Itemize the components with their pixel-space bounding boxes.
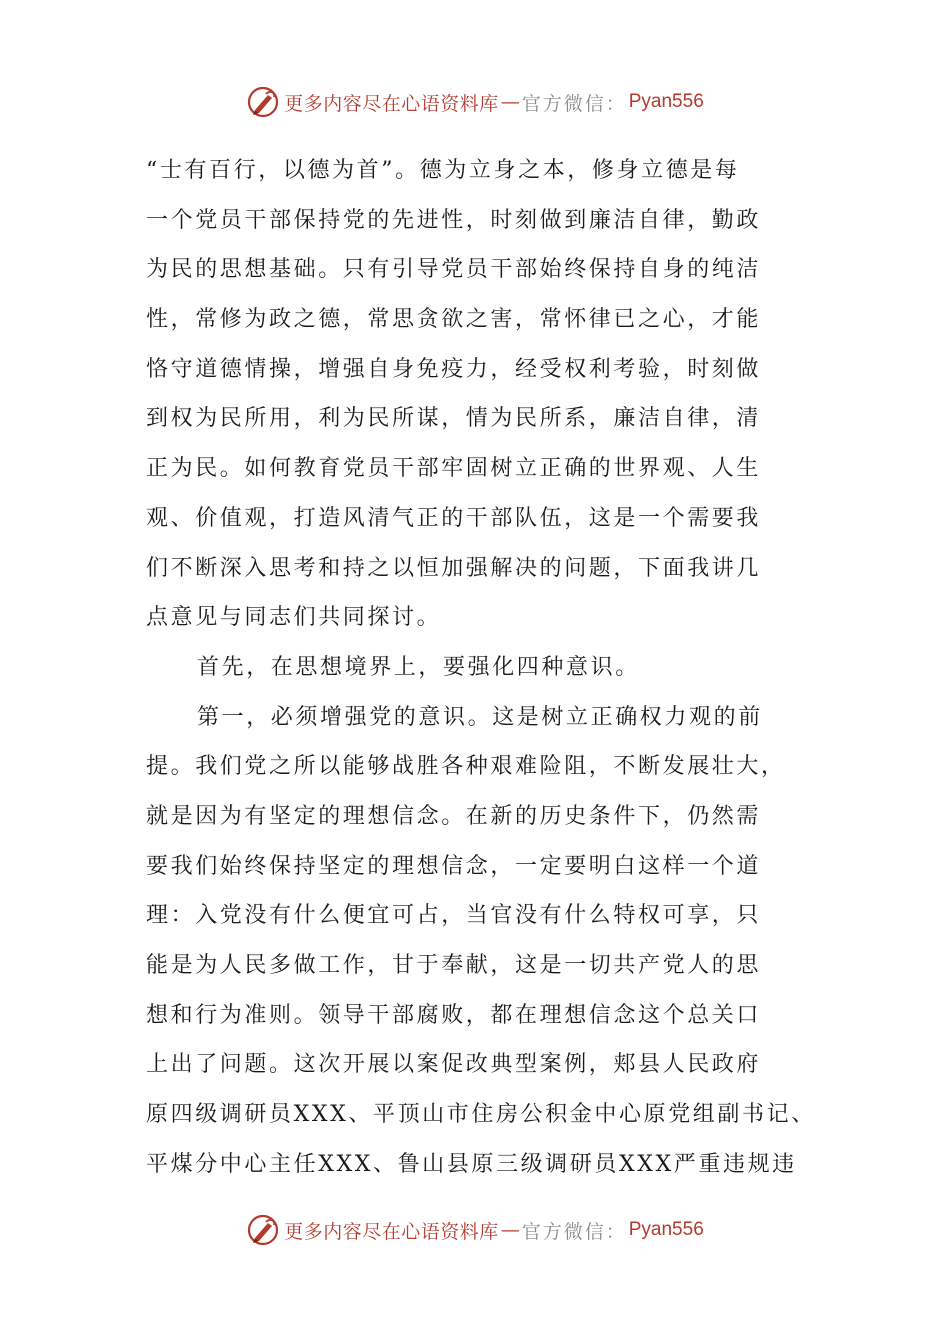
banner-wechat-id: Pyan556 bbox=[628, 91, 704, 112]
pen-logo-icon bbox=[246, 1213, 280, 1247]
footer-banner bbox=[0, 1210, 950, 1250]
banner-official-label: 官方微信： bbox=[521, 1220, 627, 1243]
text-line: 性，常修为政之德，常思贪欲之害，常怀律已之心，才能 bbox=[146, 307, 762, 333]
document-body bbox=[146, 146, 826, 1189]
pen-logo-icon bbox=[246, 85, 280, 119]
banner-official-label: 官方微信： bbox=[521, 92, 627, 115]
section-heading: 首先，在思想境界上，要强化四种意识。 bbox=[197, 654, 640, 680]
text-line: 原四级调研员XXX、平顶山市住房公积金中心原党组副书记、 bbox=[146, 1102, 816, 1128]
text-line: 理：入党没有什么便宜可占，当官没有什么特权可享，只 bbox=[146, 903, 762, 929]
text-line: 想和行为准则。领导干部腐败，都在理想信念这个总关口 bbox=[146, 1002, 762, 1028]
text-line: 能是为人民多做工作，甘于奉献，这是一切共产党人的思 bbox=[146, 953, 762, 978]
text-line: 到权为民所用，利为民所谋，情为民所系，廉洁自律，清 bbox=[146, 406, 762, 432]
paragraph-start: 第一，必须增强党的意识。这是树立正确权力观的前 bbox=[197, 704, 763, 730]
text-line: 平煤分中心主任XXX、鲁山县原三级调研员XXX严重违规违 bbox=[146, 1151, 797, 1177]
text-line: “士有百行，以德为首”。德为立身之本，修身立德是每 bbox=[146, 158, 740, 183]
text-line: 观、价值观，打造风清气正的干部队伍，这是一个需要我 bbox=[146, 505, 762, 531]
text-line: 正为民。如何教育党员干部牢固树立正确的世界观、人生 bbox=[146, 456, 762, 482]
text-line: 一个党员干部保持党的先进性，时刻做到廉洁自律，勤政 bbox=[146, 207, 762, 233]
banner-wechat-id: Pyan556 bbox=[628, 1219, 704, 1240]
banner-dash: — bbox=[500, 91, 520, 113]
text-line: 就是因为有坚定的理想信念。在新的历史条件下，仍然需 bbox=[146, 803, 762, 829]
text-line: 恪守道德情操，增强自身免疫力，经受权利考验，时刻做 bbox=[146, 356, 762, 382]
text-line: 提。我们党之所以能够战胜各种艰难险阻，不断发展壮大， bbox=[146, 754, 786, 780]
banner-dash: — bbox=[500, 1219, 520, 1241]
text-line: 要我们始终保持坚定的理想信念，一定要明白这样一个道 bbox=[146, 853, 762, 879]
header-banner bbox=[0, 82, 950, 122]
text-line: 为民的思想基础。只有引导党员干部始终保持自身的纯洁 bbox=[146, 257, 762, 283]
text-line: 们不断深入思考和持之以恒加强解决的问题，下面我讲几 bbox=[146, 555, 762, 581]
banner-brand-text: 更多内容尽在心语资料库 bbox=[284, 1220, 499, 1243]
banner-brand-text: 更多内容尽在心语资料库 bbox=[284, 92, 499, 115]
text-line: 点意见与同志们共同探讨。 bbox=[146, 605, 442, 631]
text-line: 上出了问题。这次开展以案促改典型案例，郏县人民政府 bbox=[146, 1052, 762, 1078]
